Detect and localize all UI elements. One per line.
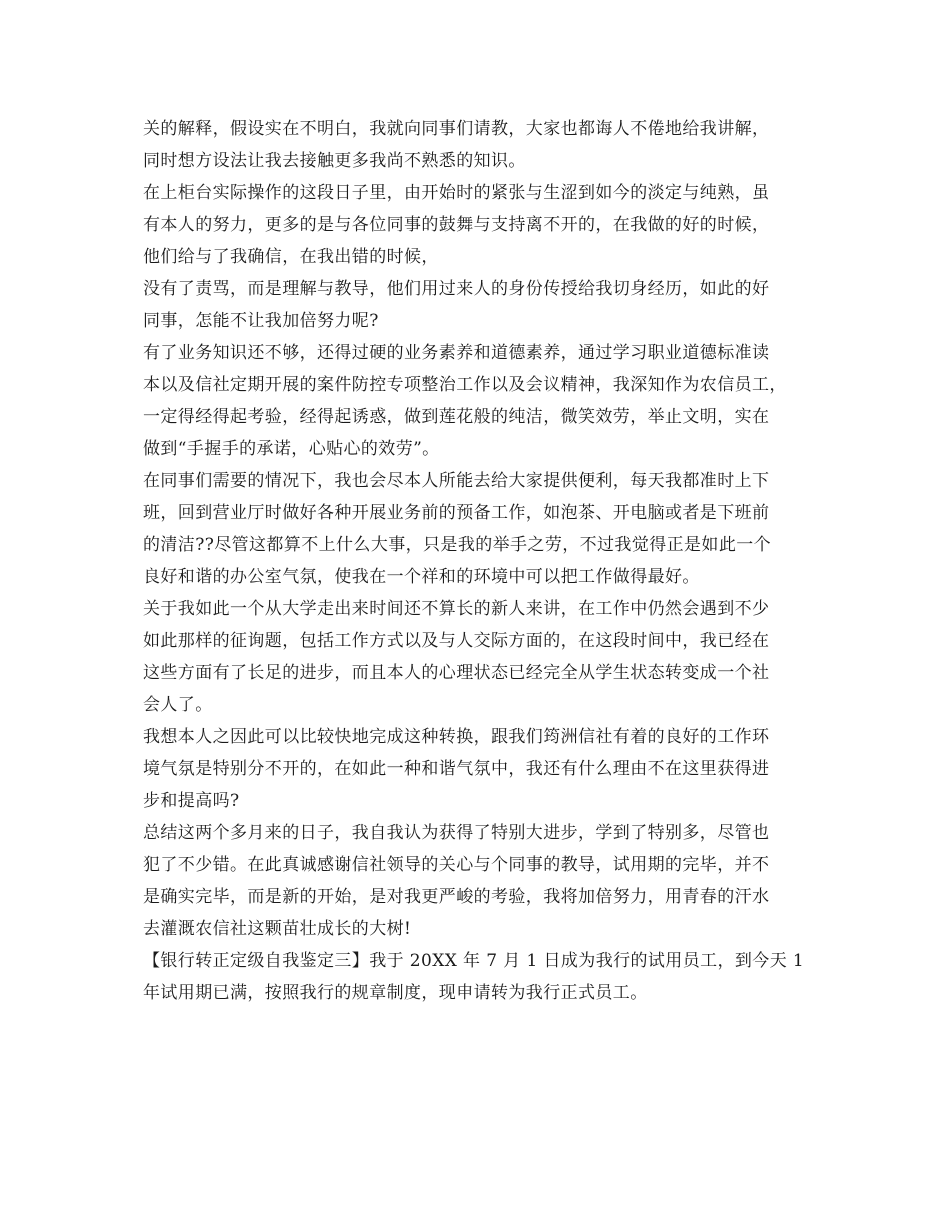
text-line-24: 犯了不少错。在此真诚感谢信社领导的关心与个同事的教导，试用期的完毕，并不 xyxy=(143,855,770,875)
text-line-13: 班，回到营业厅时做好各种开展业务前的预备工作，如泡茶、开电脑或者是下班前 xyxy=(143,503,770,523)
text-line-23: 总结这两个多月来的日子，我自我认为获得了特别大进步，学到了特别多，尽管也 xyxy=(143,823,770,843)
text-line-19: 会人了。 xyxy=(143,695,213,715)
text-line-11: 做到“手握手的承诺，心贴心的效劳”。 xyxy=(143,439,440,459)
text-line-14: 的清洁??尽管这都算不上什么大事，只是我的举手之劳，不过我觉得正是如此一个 xyxy=(143,535,772,555)
text-line-20: 我想本人之因此可以比较快地完成这种转换，跟我们筠洲信社有着的良好的工作环 xyxy=(143,727,770,747)
text-line-3: 在上柜台实际操作的这段日子里，由开始时的紧张与生涩到如今的淡定与纯熟，虽 xyxy=(143,183,770,203)
text-line-26: 去灌溉农信社这颗苗壮成长的大树! xyxy=(143,919,412,939)
text-line-28: 年试用期已满，按照我行的规章制度，现申请转为我行正式员工。 xyxy=(143,983,648,1003)
document-body xyxy=(143,113,823,1009)
text-line-27: 【银行转正定级自我鉴定三】我于 20XX 年 7 月 1 日成为我行的试用员工，到今天 1 xyxy=(143,951,805,971)
text-line-9: 本以及信社定期开展的案件防控专项整治工作以及会议精神，我深知作为农信员工， xyxy=(143,375,787,395)
text-line-5: 他们给与了我确信，在我出错的时候， xyxy=(143,247,439,267)
text-line-1: 关的解释，假设实在不明白，我就向同事们请教，大家也都诲人不倦地给我讲解， xyxy=(143,119,770,139)
text-line-21: 境气氛是特别分不开的，在如此一种和谐气氛中，我还有什么理由不在这里获得进 xyxy=(143,759,770,779)
text-line-25: 是确实完毕，而是新的开始，是对我更严峻的考验，我将加倍努力，用青春的汗水 xyxy=(143,887,770,907)
text-line-4: 有本人的努力，更多的是与各位同事的鼓舞与支持离不开的，在我做的好的时候， xyxy=(143,215,770,235)
text-line-22: 步和提高吗? xyxy=(143,791,240,811)
text-line-17: 如此那样的征询题，包括工作方式以及与人交际方面的，在这段时间中，我已经在 xyxy=(143,631,770,651)
text-line-7: 同事，怎能不让我加倍努力呢? xyxy=(143,311,379,331)
text-line-6: 没有了责骂，而是理解与教导，他们用过来人的身份传授给我切身经历，如此的好 xyxy=(143,279,770,299)
text-line-12: 在同事们需要的情况下，我也会尽本人所能去给大家提供便利，每天我都准时上下 xyxy=(143,471,770,491)
text-line-2: 同时想方设法让我去接触更多我尚不熟悉的知识。 xyxy=(143,151,526,171)
text-line-10: 一定得经得起考验，经得起诱惑，做到莲花般的纯洁，微笑效劳，举止文明，实在 xyxy=(143,407,770,427)
text-line-16: 关于我如此一个从大学走出来时间还不算长的新人来讲，在工作中仍然会遇到不少 xyxy=(143,599,770,619)
text-line-8: 有了业务知识还不够，还得过硬的业务素养和道德素养，通过学习职业道德标准读 xyxy=(143,343,770,363)
text-line-18: 这些方面有了长足的进步，而且本人的心理状态已经完全从学生状态转变成一个社 xyxy=(143,663,770,683)
text-line-15: 良好和谐的办公室气氛，使我在一个祥和的环境中可以把工作做得最好。 xyxy=(143,567,700,587)
